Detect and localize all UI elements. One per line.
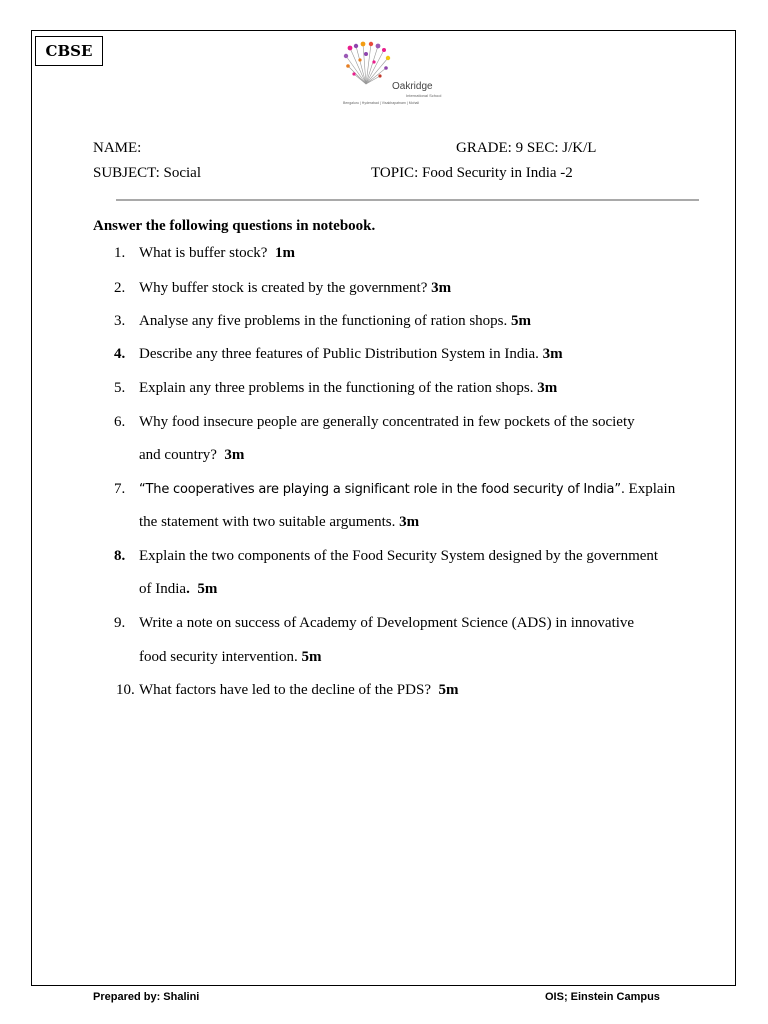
- question-body: and country?: [139, 447, 217, 463]
- question-body: of India: [139, 581, 187, 597]
- question-text: [139, 313, 531, 330]
- question-body: Explain: [628, 481, 676, 497]
- question-text: [139, 380, 557, 397]
- question-body: Describe any three features of Public Distribution System in India.: [139, 346, 539, 362]
- question-marks: 5m: [301, 649, 322, 665]
- question-marks: 5m: [511, 313, 532, 329]
- question-body: Why buffer stock is created by the government?: [139, 280, 428, 296]
- footer-prepared-by: Prepared by: Shalini: [93, 991, 200, 1003]
- question-body: food security intervention.: [139, 649, 298, 665]
- question-number: 5.: [114, 380, 126, 396]
- board-label: [35, 36, 103, 66]
- question-text-line1: Why food insecure people are generally concentrated in few pockets of the society: [139, 414, 635, 430]
- question-text-line2: [139, 649, 321, 666]
- footer-campus: OIS; Einstein Campus: [545, 991, 660, 1003]
- question-number: 2.: [114, 280, 126, 296]
- question-number: 9.: [114, 615, 126, 631]
- subject-label: SUBJECT: Social: [93, 165, 202, 181]
- question-body: Analyse any five problems in the functioning of ration shops.: [139, 313, 508, 329]
- question-text: [139, 346, 563, 363]
- oakridge-flower-icon: [336, 40, 396, 90]
- question-marks: 3m: [431, 280, 452, 296]
- school-logo: [336, 40, 456, 110]
- logo-school-name: Oakridge: [392, 81, 433, 92]
- logo-cities: Bengaluru | Hyderabad | Visakhapatnam | Mohali: [343, 101, 420, 105]
- question-text-line2: [139, 581, 217, 598]
- question-marks: 3m: [399, 514, 420, 530]
- question-text: [139, 280, 451, 297]
- question-text: [139, 245, 295, 262]
- question-number: 8.: [114, 548, 126, 564]
- question-marks: 5m: [438, 682, 459, 698]
- question-body: What factors have led to the decline of the PDS?: [139, 682, 431, 698]
- question-body: the statement with two suitable arguments.: [139, 514, 396, 530]
- question-number: 1.: [114, 245, 126, 261]
- logo-subtitle: International School: [406, 93, 442, 98]
- name-label: NAME:: [93, 140, 142, 156]
- question-number: 6.: [114, 414, 126, 430]
- question-marks: 1m: [274, 245, 295, 261]
- grade-label: GRADE: 9 SEC: J/K/L: [456, 140, 597, 156]
- question-number: 3.: [114, 313, 126, 329]
- question-period: .: [186, 581, 190, 597]
- board-label-text: CBSE: [45, 42, 93, 60]
- question-quote: “The cooperatives are playing a significant role in the food security of India”.: [139, 482, 625, 497]
- question-text-line2: [139, 447, 244, 464]
- question-text-line2: [139, 514, 419, 531]
- question-marks: 3m: [224, 447, 245, 463]
- question-marks: 3m: [542, 346, 563, 362]
- instruction-heading: Answer the following questions in notebook.: [93, 218, 376, 234]
- question-text-line1: Write a note on success of Academy of Development Science (ADS) in innovative: [139, 615, 635, 631]
- question-marks: 3m: [537, 380, 558, 396]
- question-number: 4.: [114, 346, 126, 362]
- topic-label: TOPIC: Food Security in India -2: [371, 165, 573, 181]
- question-number: 10.: [116, 682, 135, 698]
- question-body: Explain any three problems in the functioning of the ration shops.: [139, 380, 534, 396]
- question-body: What is buffer stock?: [139, 245, 268, 261]
- question-marks: 5m: [197, 581, 218, 597]
- question-text: [139, 682, 458, 699]
- question-text-line1: Explain the two components of the Food Security System designed by the government: [139, 548, 659, 564]
- question-text-line1: [139, 481, 675, 498]
- header-divider: [116, 199, 699, 201]
- question-number: 7.: [114, 481, 126, 497]
